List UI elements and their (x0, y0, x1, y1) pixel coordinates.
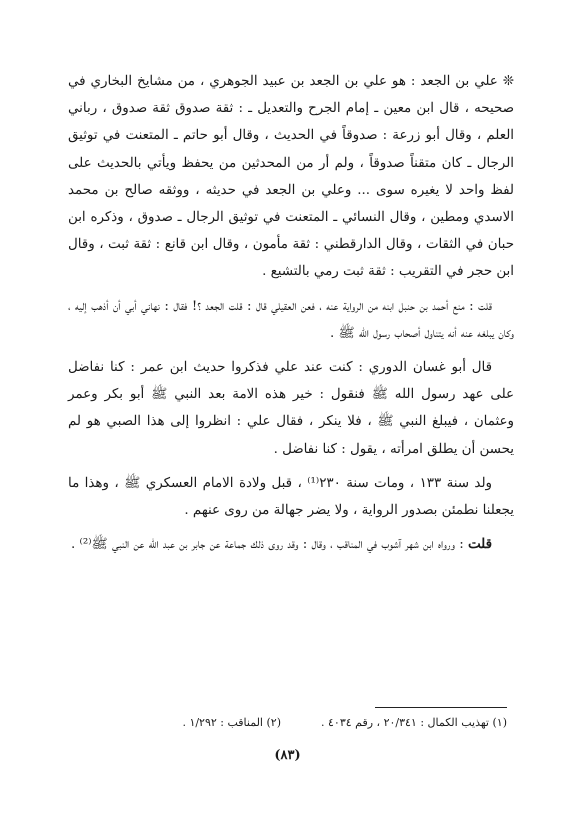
page-number: (٨٣) (274, 748, 301, 763)
lead-word: قلت (468, 536, 492, 553)
paragraph-rest: : ورواه ابن شهر آشوب في المناقب ، وقال : وقد روى ذلك جماعة عن جابر بن عبد الله عن النبي ﷺ⁽²⁾ . (71, 537, 469, 553)
body-text (68, 68, 514, 565)
paragraph-abu-ghassan: قال أبو غسان الدوري : كنت عند علي فذكروا حديث ابن عمر : كنا نفاضل على عهد رسول الله ﷺ فنقول : خير هذه الامة بعد النبي ﷺ أبو بكر وعمر وعثمان ، فيبلغ النبي ﷺ ، فلا ينكر ، فقال علي : انظروا إلى هذا الصبي هو لم يحسن أن يطلق امرأته ، يقول : كنا نفاضل . (68, 360, 514, 457)
paragraph-ali-ibn-al-jaad-bio: ❊ علي بن الجعد : هو علي بن الجعد بن عبيد الجوهري ، من مشايخ البخاري في صحيحه ، قال ابن معين ـ إمام الجرح والتعديل ـ : ثقة صدوق ثقة صدوق ، رباني العلم ، وقال أبو زرعة : صدوقاً في الحديث ، وقال أبو حاتم ـ المتعنت في توثيق الرجال ـ كان متقناً صدوقاً ، ولم أر من المحدثين من يحفظ ويأتي بالحديث على لفظ واحد لا يغيره سوى ... وعلي بن الجعد في حديثه ، ووثقه صالح بن محمد الاسدي ومطين ، وقال النسائي ـ المتعنت في توثيق الرجال ـ صدوق ، وذكره ابن حبان في الثقات ، وقال الدارقطني : ثقة مأمون ، وقال ابن قانع : ثقة ثبت ، وقال ابن حجر في التقريب : ثقة ثبت رمي بالتشيع . (68, 74, 514, 280)
footnote-divider (375, 707, 507, 708)
footnote-2: (٢) المناقب : ١/٢٩٢ . (182, 716, 281, 729)
footnotes (61, 713, 507, 733)
paragraph-ibn-shahr-ashub (68, 531, 514, 558)
paragraph-birth-death: ولد سنة ١٣٣ ، ومات سنة ٢٣٠⁽¹⁾ ، قبل ولادة الامام العسكري ﷺ ، وهذا ما يجعلنا نطمئن بصدور الرواية ، ولا يضر جهالة من روى عنهم . (68, 475, 514, 519)
footnote-1: (١) تهذيب الكمال : ٢٠/٣٤١ ، رقم ٤٠٣٤ . (321, 716, 507, 729)
paragraph-ahmad-ibn-hanbal: قلت : منع أحمد بن حنبل ابنه من الرواية عنه ، فعن العقيلي قال : قلت الجعد ؟! فقال : نهاني أبي أن أذهب إليه ، وكان يبلغه عنه أنه يتناول أصحاب رسول الله ﷺ . (68, 298, 514, 341)
